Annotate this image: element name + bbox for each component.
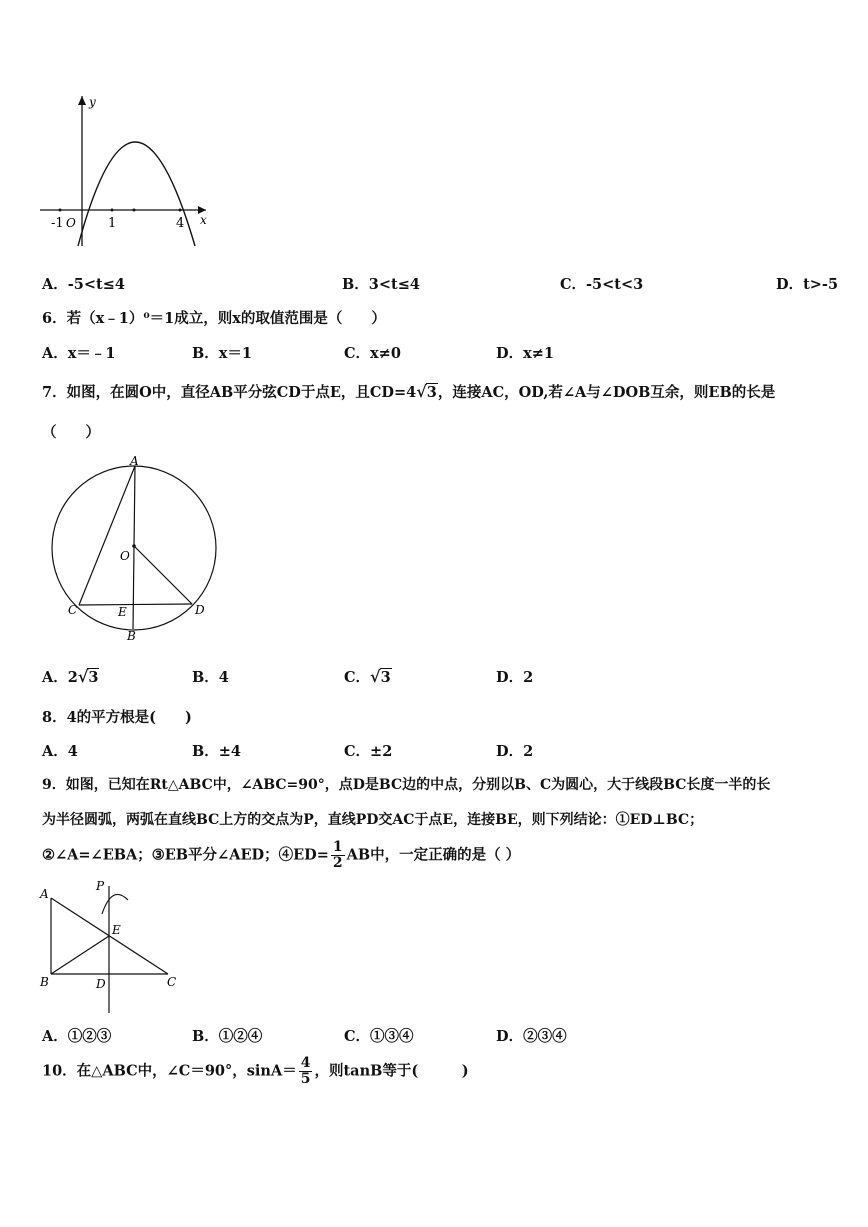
q8-option-a[interactable]: A．4 bbox=[42, 743, 78, 760]
q5-option-b[interactable]: B．3<t≤4 bbox=[342, 276, 420, 293]
label-D: D bbox=[96, 977, 106, 991]
q5-option-d[interactable]: D．t>-5 bbox=[776, 276, 839, 293]
q7-paren: （ ） bbox=[42, 424, 100, 441]
circle-diagram bbox=[48, 454, 248, 646]
label-E: E bbox=[118, 605, 127, 619]
label-O: O bbox=[120, 549, 130, 563]
q6-option-b[interactable]: B．x＝1 bbox=[192, 345, 252, 362]
q7-stem-post: ，连接AC，OD,若∠A与∠DOB互余，则EB的长是 bbox=[437, 384, 776, 401]
q7-option-b[interactable]: B．4 bbox=[192, 669, 229, 686]
label-P: P bbox=[96, 879, 105, 893]
label-D: D bbox=[195, 603, 205, 617]
q7-stem-pre: 7．如图，在圆O中，直径AB平分弦CD于点E，且CD=4 bbox=[42, 384, 417, 401]
q9-option-a[interactable]: A．①②③ bbox=[42, 1028, 112, 1045]
origin-label: O bbox=[66, 216, 76, 230]
label-E: E bbox=[112, 923, 121, 937]
q7-sqrt-arg: 3 bbox=[426, 384, 437, 401]
q9-stem-line1: 9．如图，已知在Rt△ABC中，∠ABC=90°，点D是BC边的中点，分别以B、C为圆心，大于线段BC长度一半的长 bbox=[42, 777, 771, 793]
q9-option-b[interactable]: B．①②④ bbox=[192, 1028, 263, 1045]
q7-stem: 7．如图，在圆O中，直径AB平分弦CD于点E，且CD=4√3，连接AC，OD,若∠A与∠DOB互余，则EB的长是 bbox=[42, 382, 776, 401]
q9-option-d[interactable]: D．②③④ bbox=[496, 1028, 567, 1045]
label-C: C bbox=[167, 975, 177, 989]
q9-option-c[interactable]: C．①③④ bbox=[344, 1028, 414, 1045]
x-axis-label: x bbox=[200, 213, 207, 227]
q6-option-c[interactable]: C．x≠0 bbox=[344, 345, 401, 362]
label-B: B bbox=[127, 629, 136, 643]
q6-stem: 6．若（x﹣1）⁰＝1成立，则x的取值范围是（ ） bbox=[42, 310, 386, 327]
q10-fraction: $\frac{4}{5}$ bbox=[300, 1055, 311, 1087]
q7-option-a[interactable]: A．2√3 bbox=[42, 667, 99, 686]
q9-stem-line2: 为半径圆弧，两弧在直线BC上方的交点为P，直线PD交AC于点E，连接BE，则下列结论：①ED⊥BC； bbox=[42, 812, 704, 828]
q7-option-d[interactable]: D．2 bbox=[496, 669, 534, 686]
q8-option-c[interactable]: C．±2 bbox=[344, 743, 393, 760]
label-B: B bbox=[40, 975, 49, 989]
label-A: A bbox=[40, 887, 49, 901]
q9-stem-line3: ②∠A=∠EBA；③EB平分∠AED；④ED= $\frac{1}{2}$ AB中，一定正确的是（ ） bbox=[42, 839, 521, 871]
q9-fraction: $\frac{1}{2}$ bbox=[332, 839, 343, 871]
tick-neg1: -1 bbox=[51, 216, 64, 231]
q7-option-c[interactable]: C．√3 bbox=[344, 667, 391, 686]
label-C: C bbox=[68, 603, 78, 617]
q8-option-d[interactable]: D．2 bbox=[496, 743, 534, 760]
q5-option-c[interactable]: C．-5<t<3 bbox=[560, 276, 644, 293]
q8-option-b[interactable]: B．±4 bbox=[192, 743, 241, 760]
q8-stem: 8．4的平方根是( ) bbox=[42, 709, 192, 726]
q5-option-a[interactable]: A．-5<t≤4 bbox=[42, 276, 125, 293]
q6-option-a[interactable]: A．x＝﹣1 bbox=[42, 345, 116, 362]
q6-option-d[interactable]: D．x≠1 bbox=[496, 345, 554, 362]
y-axis-label: y bbox=[89, 95, 96, 109]
q10-stem: 10．在△ABC中，∠C＝90°，sinA＝ $\frac{4}{5}$ ，则tanB等于( ) bbox=[42, 1055, 469, 1087]
triangle-diagram bbox=[36, 876, 186, 1018]
label-A: A bbox=[130, 454, 139, 468]
tick-1: 1 bbox=[108, 216, 117, 231]
tick-4: 4 bbox=[176, 216, 185, 231]
parabola-graph bbox=[30, 88, 220, 253]
